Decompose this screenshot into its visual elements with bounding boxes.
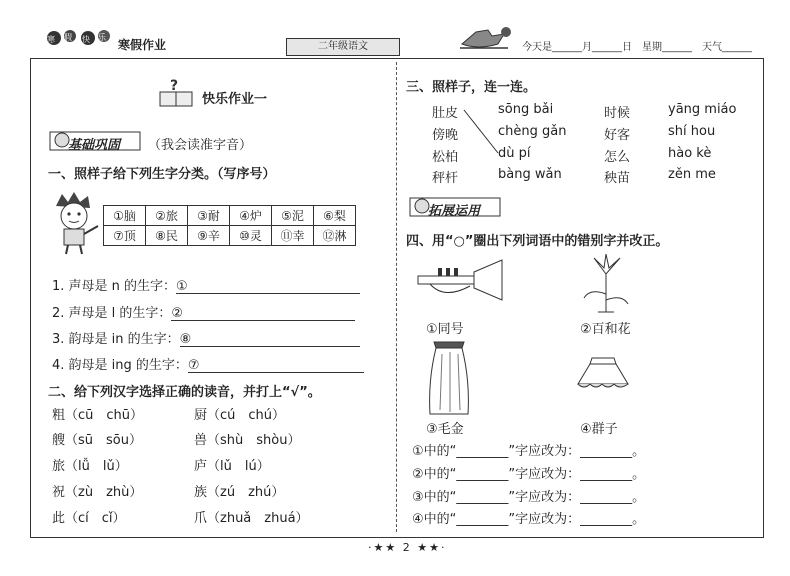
pinyin-choice[interactable]: 爪（zhuǎ zhuá）: [194, 511, 309, 526]
classify-label: 3. 韵母是 in 的生字：: [52, 332, 180, 347]
answer-blank[interactable]: [171, 306, 355, 321]
classify-line-4: [52, 354, 364, 373]
classify-label: 2. 声母是 l 的生字：: [52, 306, 172, 321]
question-1-title: 一、照样子给下列生字分类。（写序号）: [48, 167, 276, 182]
match-pinyin[interactable]: bàng wǎn: [498, 167, 562, 182]
svg-text:假: 假: [64, 33, 72, 42]
trumpet-icon: [414, 258, 510, 306]
example-match-line: [462, 108, 502, 158]
column-divider: [396, 62, 397, 532]
char-cell: ①脑: [104, 206, 146, 226]
pinyin-choice[interactable]: 厨（cú chú）: [194, 408, 286, 423]
char-cell: ⑩灵: [230, 226, 272, 246]
banner-basic-label: 基础巩固: [68, 138, 121, 153]
svg-text:寒: 寒: [47, 35, 55, 44]
char-cell: ⑤泥: [272, 206, 314, 226]
classify-line-2: [52, 302, 355, 321]
pinyin-choice[interactable]: 庐（lǔ lú）: [194, 459, 270, 474]
brand-title: 寒假作业: [118, 38, 167, 52]
page-number: 2: [402, 541, 412, 554]
match-pinyin[interactable]: dù pí: [498, 146, 531, 161]
char-cell: ③耐: [188, 206, 230, 226]
towel-icon: [424, 340, 474, 416]
answer-blank[interactable]: [188, 358, 364, 373]
classify-line-3: [52, 328, 360, 347]
star-decoration-icon: ·★★: [368, 541, 398, 554]
correction-line[interactable]: ③中的“________”字应改为：________。: [412, 490, 646, 505]
question-2-title: 二、给下列汉字选择正确的读音，并打上“√”。: [48, 385, 321, 400]
question-3-title: 三、照样子，连一连。: [406, 80, 537, 95]
date-weather-line: 今天是______月______日 星期______ 天气______: [522, 42, 752, 53]
answer-blank[interactable]: [180, 332, 360, 347]
char-cell: ⑦顶: [104, 226, 146, 246]
classify-line-1: [52, 275, 360, 294]
char-cell: ⑨辛: [188, 226, 230, 246]
match-pinyin[interactable]: shí hou: [668, 124, 716, 139]
question-book-icon: [156, 76, 198, 110]
match-word[interactable]: 时候: [604, 106, 631, 121]
char-cell: ②旅: [146, 206, 188, 226]
sleigh-icon: [458, 22, 520, 52]
char-grid: [103, 205, 356, 246]
match-pinyin[interactable]: chèng gǎn: [498, 124, 567, 139]
char-cell: ⑫淋: [314, 226, 356, 246]
answer-text: ①: [176, 279, 188, 294]
pinyin-choice[interactable]: 祝（zù zhù）: [52, 485, 143, 500]
match-pinyin[interactable]: zěn me: [668, 167, 716, 182]
match-pinyin[interactable]: hào kè: [668, 146, 712, 161]
pinyin-choice[interactable]: 此（cí cǐ）: [52, 511, 126, 526]
classify-label: 4. 韵母是 ing 的生字：: [52, 358, 188, 373]
pinyin-choice[interactable]: 粗（cū chū）: [52, 408, 144, 423]
boy-cartoon-icon: [46, 192, 102, 256]
correction-line[interactable]: ①中的“________”字应改为：________。: [412, 444, 646, 459]
match-word[interactable]: 肚皮: [432, 106, 459, 121]
winter-logo-icon: [44, 22, 116, 52]
char-cell: ⑥梨: [314, 206, 356, 226]
wrong-word-item[interactable]: ③毛金: [426, 422, 464, 437]
grade-label: 二年级语文: [286, 38, 400, 56]
correction-line[interactable]: ②中的“________”字应改为：________。: [412, 467, 646, 482]
match-word[interactable]: 秧苗: [604, 171, 631, 186]
match-word[interactable]: 松柏: [432, 150, 459, 165]
question-4-title: 四、用“○”圈出下列词语中的错别字并改正。: [406, 234, 669, 249]
match-word[interactable]: 怎么: [604, 150, 631, 165]
char-cell: ⑧民: [146, 226, 188, 246]
match-pinyin[interactable]: sōng bǎi: [498, 102, 554, 117]
correction-line[interactable]: ④中的“________”字应改为：________。: [412, 512, 646, 527]
wrong-word-item[interactable]: ①同号: [426, 322, 464, 337]
match-word[interactable]: 好客: [604, 128, 631, 143]
lily-flower-icon: [576, 254, 636, 314]
svg-text:快: 快: [82, 35, 90, 44]
match-word[interactable]: 傍晚: [432, 128, 459, 143]
lesson-title: 快乐作业一: [202, 92, 268, 107]
answer-text: ⑦: [187, 358, 200, 373]
match-pinyin[interactable]: yāng miáo: [668, 102, 737, 117]
svg-text:?: ?: [170, 78, 179, 94]
pinyin-choice[interactable]: 族（zú zhú）: [194, 485, 285, 500]
banner-extend-label: 拓展运用: [428, 204, 481, 219]
wrong-word-item[interactable]: ②百和花: [580, 322, 631, 337]
section-subtitle: （我会读准字音）: [148, 138, 253, 153]
char-cell: ④炉: [230, 206, 272, 226]
wrong-word-item[interactable]: ④群子: [580, 422, 618, 437]
svg-text:乐: 乐: [98, 33, 106, 42]
answer-text: ⑧: [179, 332, 192, 347]
skirt-icon: [574, 354, 632, 394]
pinyin-choice[interactable]: 旅（lǚ lǔ）: [52, 459, 128, 474]
pinyin-choice[interactable]: 兽（shù shòu）: [194, 433, 301, 448]
page-number-footer: [368, 541, 446, 554]
star-decoration-icon: ★★·: [417, 541, 447, 554]
answer-text: ②: [171, 306, 184, 321]
match-word[interactable]: 秤杆: [432, 171, 459, 186]
answer-blank[interactable]: [176, 279, 360, 294]
char-cell: ⑪幸: [272, 226, 314, 246]
pinyin-choice[interactable]: 艘（sū sōu）: [52, 433, 142, 448]
classify-label: 1. 声母是 n 的生字：: [52, 279, 177, 294]
